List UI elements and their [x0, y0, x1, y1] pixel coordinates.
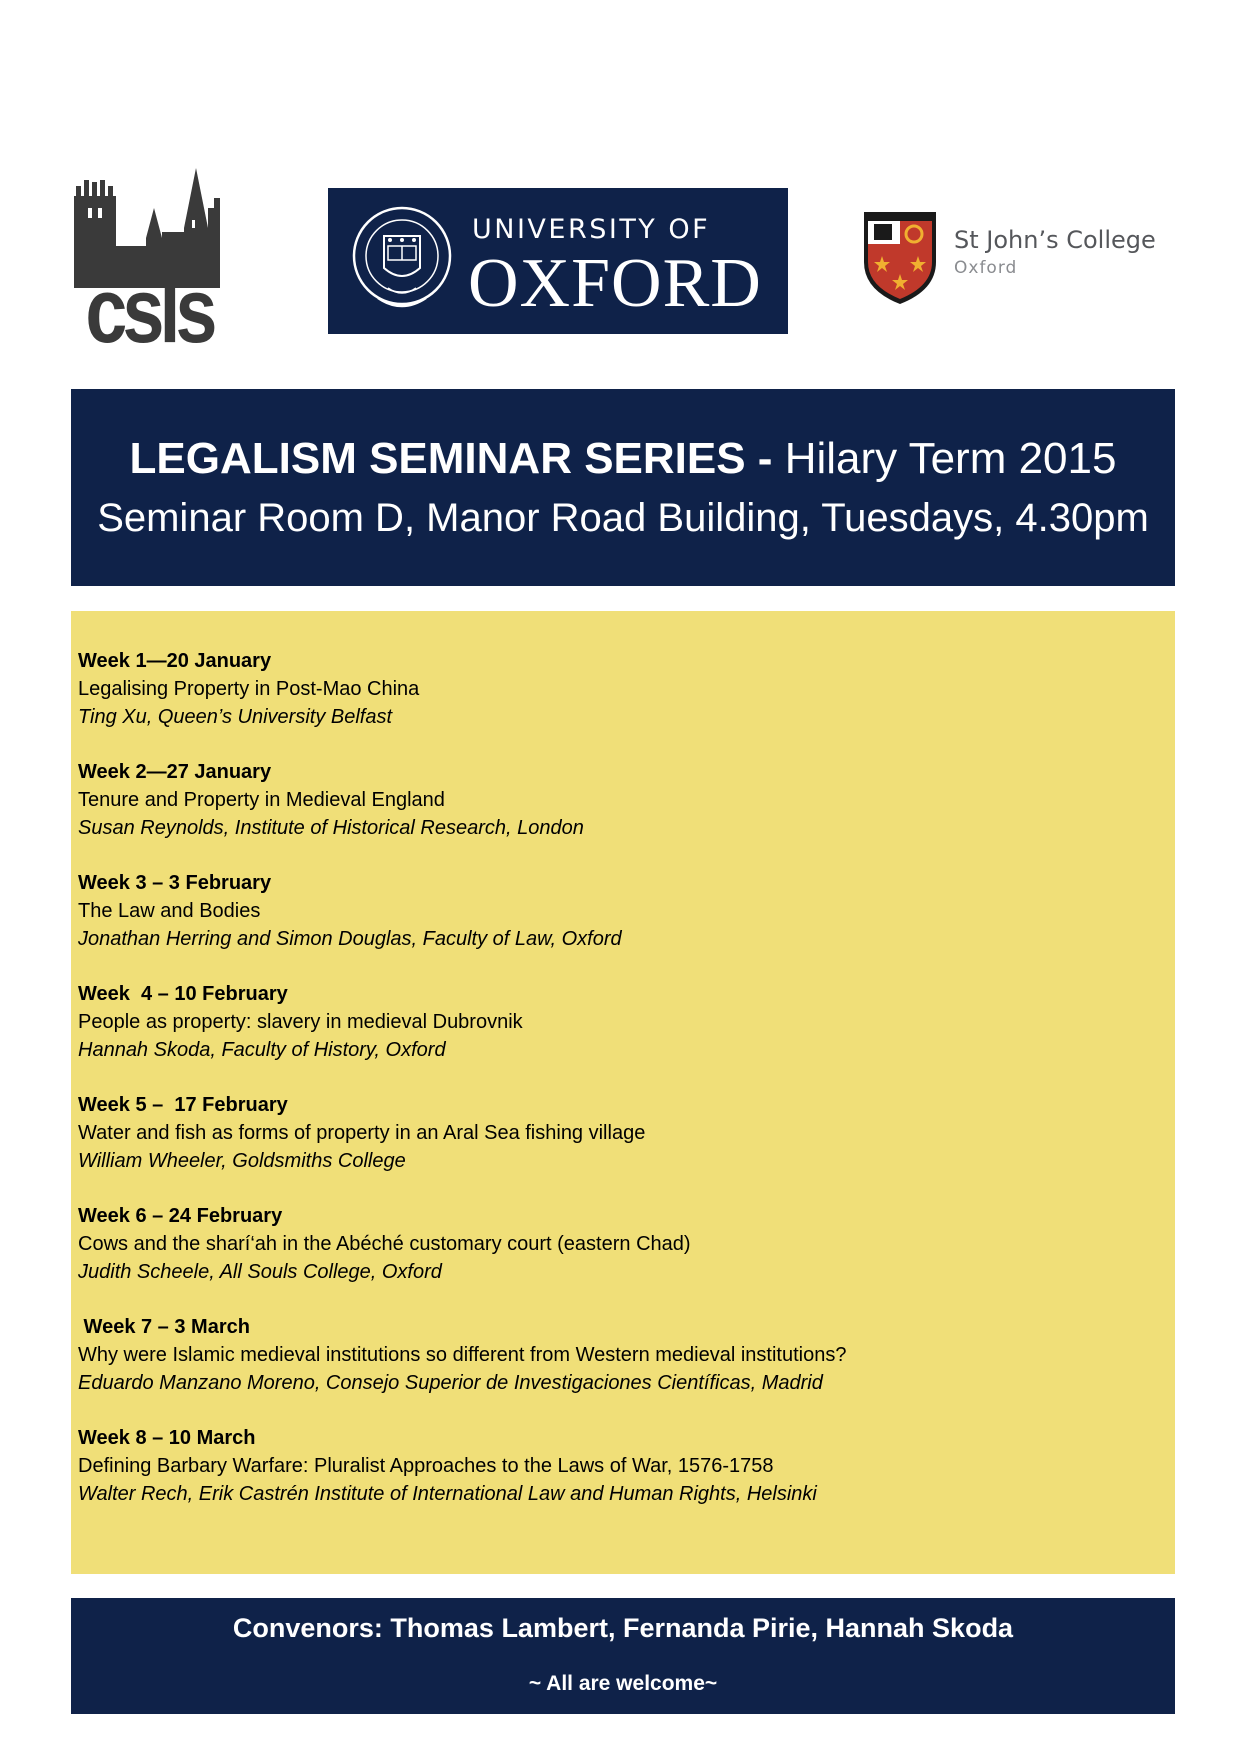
week-topic: Why were Islamic medieval institutions so different from Western medieval institutions? — [78, 1344, 847, 1366]
week-speaker: Judith Scheele, All Souls College, Oxford — [78, 1261, 442, 1283]
oxford-logo-line1: UNIVERSITY OF — [472, 214, 711, 245]
week-entry — [78, 869, 1165, 980]
series-title — [71, 433, 1175, 485]
csis-logo — [68, 168, 230, 362]
series-title-bold: LEGALISM SEMINAR SERIES - — [129, 434, 773, 483]
convenors-text: Convenors: Thomas Lambert, Fernanda Pirie, Hannah Skoda — [232, 1613, 1014, 1643]
week-topic: Defining Barbary Warfare: Pluralist Approaches to the Laws of War, 1576-1758 — [78, 1455, 774, 1477]
st-johns-name: St John’s College — [954, 226, 1156, 254]
week-topic: The Law and Bodies — [78, 900, 261, 922]
week-topic: Tenure and Property in Medieval England — [78, 789, 445, 811]
week-title: Week 7 – 3 March — [78, 1316, 250, 1338]
week-entry — [78, 1202, 1165, 1313]
csis-logo-text: csls — [85, 260, 213, 362]
week-title: Week 3 – 3 February — [78, 872, 272, 894]
st-johns-logo — [862, 210, 1182, 310]
week-speaker: Susan Reynolds, Institute of Historical Research, London — [78, 817, 584, 839]
week-entry — [78, 647, 1165, 758]
week-topic: Cows and the sharí‘ah in the Abéché customary court (eastern Chad) — [78, 1233, 691, 1255]
week-speaker: Walter Rech, Erik Castrén Institute of International Law and Human Rights, Helsinki — [78, 1483, 817, 1505]
week-entry — [78, 1424, 1165, 1535]
welcome-text: ~ All are welcome~ — [528, 1672, 718, 1695]
oxford-logo-line2: OXFORD — [468, 245, 762, 322]
week-entry — [78, 1313, 1165, 1424]
series-venue: Seminar Room D, Manor Road Building, Tuesdays, 4.30pm — [97, 496, 1149, 540]
oxford-logo — [328, 188, 788, 334]
week-entry — [78, 758, 1165, 869]
series-term: Hilary Term 2015 — [784, 434, 1117, 483]
week-topic: People as property: slavery in medieval Dubrovnik — [78, 1011, 523, 1033]
week-title: Week 5 – 17 February — [78, 1094, 288, 1116]
schedule-list — [78, 647, 1165, 1535]
week-speaker: Hannah Skoda, Faculty of History, Oxford — [78, 1039, 446, 1061]
footer-banner — [71, 1598, 1175, 1714]
college-shield-icon — [862, 210, 938, 306]
week-title: Week 2—27 January — [78, 761, 272, 783]
week-speaker: Ting Xu, Queen’s University Belfast — [78, 706, 393, 728]
week-entry — [78, 1091, 1165, 1202]
schedule-panel — [71, 611, 1175, 1574]
oxford-crest-icon — [348, 202, 456, 320]
week-title: Week 8 – 10 March — [78, 1427, 256, 1449]
week-speaker: Jonathan Herring and Simon Douglas, Faculty of Law, Oxford — [78, 928, 622, 950]
header-banner — [71, 389, 1175, 586]
week-title: Week 1—20 January — [78, 650, 272, 672]
week-speaker: Eduardo Manzano Moreno, Consejo Superior de Investigaciones Científicas, Madrid — [78, 1372, 823, 1394]
week-topic: Water and fish as forms of property in an Aral Sea fishing village — [78, 1122, 646, 1144]
week-topic: Legalising Property in Post-Mao China — [78, 678, 420, 700]
week-speaker: William Wheeler, Goldsmiths College — [78, 1150, 406, 1172]
week-title: Week 6 – 24 February — [78, 1205, 283, 1227]
week-entry — [78, 980, 1165, 1091]
week-title: Week 4 – 10 February — [78, 983, 288, 1005]
st-johns-subtitle: Oxford — [954, 258, 1018, 278]
